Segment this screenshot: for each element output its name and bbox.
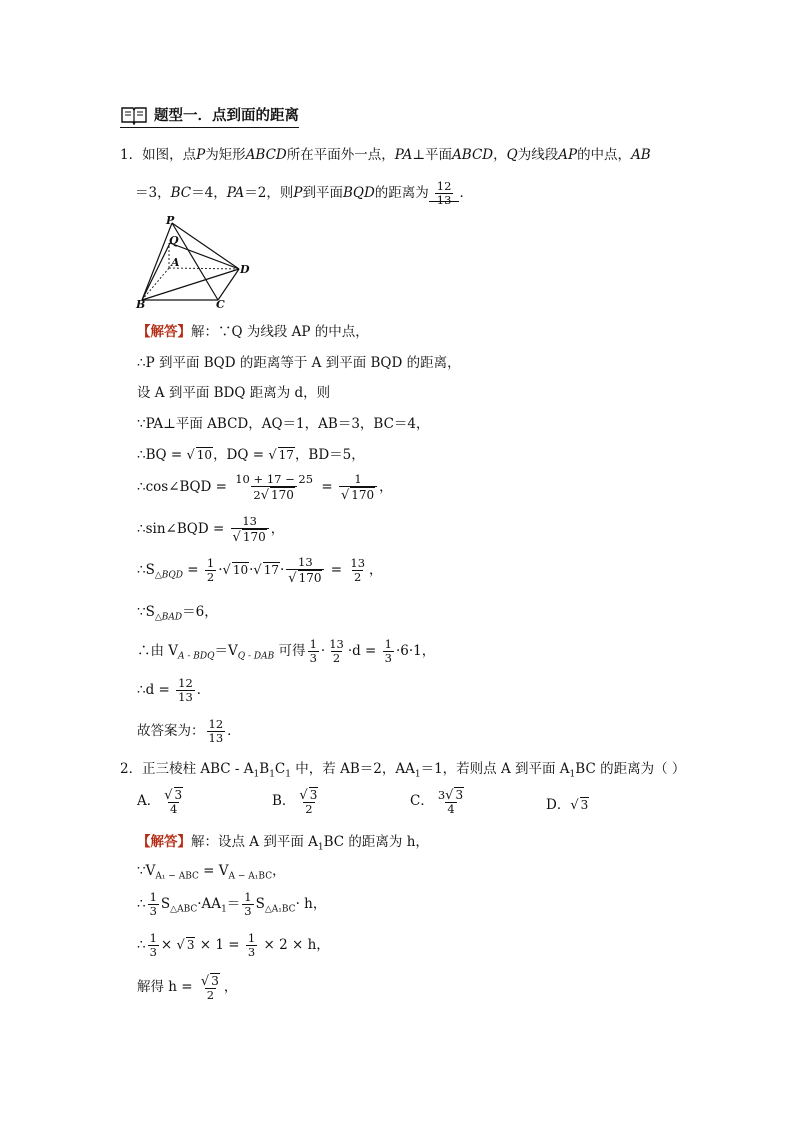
q1-var: PA (226, 185, 245, 201)
frac-num: 3√ 3 (437, 788, 464, 803)
subscript: 1 (269, 769, 275, 780)
sol1-line12 (137, 718, 241, 745)
subscript: A − A₁BC (228, 871, 273, 882)
q2-option-d[interactable]: D．√ 3 (546, 797, 589, 813)
frac-num: 1 (206, 556, 215, 570)
sol2-text: ∵V (137, 863, 156, 879)
sol1-line3: 设 A 到平面 BDQ 距离为 d，则 (137, 385, 331, 401)
q1-answer-den: 13 (436, 193, 452, 207)
edge-PD (172, 223, 239, 269)
q1-answer-blank (429, 179, 460, 207)
solution-tag: 【解答】 (137, 324, 191, 340)
frac-den: 3 (247, 945, 256, 959)
subscript: Q - DAB (237, 651, 275, 662)
sol2-text: · h， (295, 896, 327, 912)
sqrt-value: 3 (211, 974, 219, 988)
frac-num: 1 (149, 890, 157, 904)
sol1-line5: ∴BQ = √ 10，DQ = √ 17，BD＝5， (137, 447, 365, 463)
sol1-text: ， (270, 521, 285, 537)
fraction (242, 891, 253, 918)
q1-var: ABCD (452, 147, 494, 163)
frac-den: √ 170 (339, 486, 377, 502)
q1-text: 如图，点 (142, 147, 197, 163)
sqrt-value: 10 (232, 563, 249, 577)
frac-num: √ 3 (299, 788, 318, 803)
fraction (176, 677, 195, 704)
section-title: 题型一．点到面的距离 (154, 108, 299, 124)
sol2-text: S (255, 896, 265, 912)
sol2-text: 解：设点 A 到平面 A (191, 834, 318, 850)
q1-answer-num: 12 (436, 179, 452, 193)
frac-num: 1 (247, 931, 256, 945)
subscript: △BAD (154, 612, 183, 623)
coef: 3 (437, 788, 446, 802)
sol1-text: ∵S (137, 604, 155, 620)
label-C: C (216, 298, 225, 310)
fraction (205, 557, 216, 584)
sol1-line4: ∵PA⊥平面 ABCD，AQ＝1，AB＝3，BC＝4， (137, 416, 430, 432)
sol1-text: ． (227, 723, 241, 739)
q1-var: AB (631, 147, 651, 163)
frac-den: 13 (178, 690, 193, 704)
solution-tag: 【解答】 (137, 834, 191, 850)
label-D: D (240, 263, 250, 276)
sol1-text: = (182, 562, 203, 578)
subscript: 1 (414, 769, 421, 780)
sol1-line6 (137, 473, 393, 502)
subscript: △ABC (170, 904, 198, 915)
sqrt-value: 10 (196, 448, 213, 462)
fraction (308, 638, 319, 665)
frac-num: 12 (208, 717, 224, 731)
option-label: A． (137, 793, 161, 809)
q1-var: BC (170, 185, 192, 201)
fraction (207, 718, 226, 745)
q1-text: 为矩形 (205, 147, 246, 163)
pyramid-figure (134, 214, 254, 310)
sol2-text: ∴ (137, 896, 146, 912)
frac-den: 4 (170, 802, 178, 816)
sol1-text: 可得 (274, 643, 306, 659)
q1-var: Q (506, 147, 518, 163)
fraction (383, 638, 394, 665)
sol2-text: × 1 = (195, 937, 244, 953)
sqrt-value: 3 (174, 788, 183, 802)
sol2-line4: ∴ $\frac{1}{3}$ × √ 3 × 1 = $\frac{1}{3}$ × 2 × h， (137, 931, 330, 959)
frac-num: 1 (309, 637, 317, 651)
q2-option-b[interactable] (272, 787, 322, 816)
frac-den: 2 (206, 570, 215, 584)
sol2-text: ·AA (197, 896, 222, 912)
sol1-text: ∴S (137, 562, 155, 578)
edge-PB (142, 223, 172, 300)
frac-num: 10 + 17 − 25 (235, 472, 314, 486)
subscript: 1 (285, 769, 291, 780)
fraction (148, 932, 159, 959)
sol1-text: ∴由 V (137, 643, 179, 659)
sol1-line11 (137, 677, 210, 704)
edge-CD (218, 269, 239, 300)
frac-den: 3 (149, 904, 157, 918)
sol1-line1 (137, 323, 369, 341)
q2-text: C (274, 761, 286, 777)
frac-num: 1 (354, 472, 362, 486)
fraction (348, 557, 367, 584)
sqrt-value: 17 (278, 448, 294, 462)
sol1-text: ， (379, 479, 393, 495)
q2-line1 (120, 760, 685, 784)
frac-num: 1 (244, 890, 252, 904)
subscript: A₁ − ABC (155, 871, 199, 882)
frac-num: 13 (350, 556, 366, 570)
book-icon (120, 105, 148, 125)
edge-QD (170, 243, 239, 269)
edge-BD (142, 269, 239, 300)
sol1-text: ∴cos∠BQD = (137, 479, 232, 495)
q1-var: P (196, 147, 206, 163)
option-label: B． (272, 793, 296, 809)
frac-den: 3 (309, 651, 317, 665)
q1-text: ． (459, 185, 473, 201)
sol2-line1 (137, 833, 429, 857)
fraction (233, 473, 315, 502)
frac-num: 1 (149, 931, 157, 945)
label-A: A (171, 256, 180, 269)
q1-line2 (135, 180, 473, 207)
sol1-text: = (317, 479, 337, 495)
option-label: D． (546, 797, 571, 813)
frac-den-coef: 2 (253, 488, 261, 502)
sol1-line8: $\therefore S_{\triangle BQD}$ = $\frac{1}{2}$ ·√ 10·√ 17· $\frac{13}{√ 170}$ = $\frac{13}{2}$ ， (137, 555, 383, 586)
label-B: B (136, 298, 146, 310)
sol2-text: × 2 × h， (259, 937, 330, 953)
q2-text: B (259, 761, 270, 777)
q1-var: AP (558, 147, 578, 163)
sol1-text: ，DQ = (213, 447, 269, 463)
frac-num: 1 (384, 637, 392, 651)
q1-text: ＝3， (135, 185, 171, 201)
sol1-text: ． (196, 682, 211, 698)
sol2-text: ∴ (137, 937, 146, 953)
frac-den: 2 (332, 651, 341, 665)
sol1-text: 故答案为： (137, 723, 205, 739)
frac-den: √ 170 (231, 528, 269, 544)
subscript: 1 (317, 842, 324, 853)
q2-text: 正三棱柱 ABC - A (142, 761, 254, 777)
q1-var: ABCD (245, 147, 287, 163)
q1-text: ＝2，则 (244, 185, 294, 201)
frac-den: 3 (384, 651, 392, 665)
sqrt-value: 170 (270, 488, 294, 502)
sol2-text: ＝ (226, 896, 241, 912)
fraction (148, 891, 159, 918)
sol1-text: 解：∵Q 为线段 AP 的中点， (191, 324, 369, 340)
label-P: P (166, 214, 175, 227)
fraction (436, 787, 466, 816)
q1-text: ⊥平面 (412, 147, 453, 163)
label-Q: Q (169, 234, 179, 247)
q1-var: PA (394, 147, 413, 163)
q1-text: 所在平面外一点， (286, 147, 395, 163)
sol1-line2: ∴P 到平面 BQD 的距离等于 A 到平面 BQD 的距离， (137, 355, 461, 371)
sol1-text: ，BD＝5， (294, 447, 365, 463)
sol1-line9 (137, 603, 218, 627)
frac-den: 2 (305, 802, 313, 816)
sol2-text: BC 的距离为 h， (323, 834, 429, 850)
subscript: A - BDQ (178, 651, 215, 662)
sol2-text: S (160, 896, 171, 912)
q1-text: ＝4， (191, 185, 227, 201)
sol2-text: ， (223, 979, 238, 995)
sqrt-value: 17 (263, 563, 279, 577)
subscript: 1 (253, 769, 260, 780)
frac-den: 2 (354, 570, 362, 584)
fraction (231, 515, 269, 544)
sqrt-value: 170 (298, 571, 322, 585)
sol1-text: ∴d = (137, 682, 175, 698)
frac-den: 2 (206, 988, 215, 1002)
frac-den: 3 (149, 945, 157, 959)
fraction (327, 638, 346, 665)
q1-text: 的距离为 (374, 185, 429, 201)
q1-text: 到平面 (302, 185, 343, 201)
frac-den: 13 (208, 731, 224, 745)
frac-num: 13 (298, 555, 313, 569)
q1-var: BQD (342, 185, 375, 201)
q1-text: ， (493, 147, 507, 163)
frac-num: √ 3 (200, 974, 219, 989)
q1-number: 1． (120, 147, 143, 163)
q2-text: ＝1，若则点 A 到平面 A (420, 761, 570, 777)
subscript: △A₁BC (264, 904, 296, 915)
q2-text: 中，若 AB＝2，AA (291, 761, 415, 777)
q1-text: 的中点， (577, 147, 632, 163)
sqrt-value: 170 (242, 530, 266, 544)
sol2-text: 解得 h = (137, 979, 197, 995)
sol1-line10: ∴由 $V_{A - BDQ}=V_{Q - DAB}$ 可得 $\frac{1}{3}$ · $\frac{13}{2}$ ·d = $\frac{1}{3}$ ·6·1， (137, 637, 436, 665)
sol1-line7 (137, 515, 284, 544)
sqrt-value: 3 (309, 788, 318, 802)
fraction (199, 973, 222, 1002)
subscript: 1 (569, 769, 576, 780)
fraction (297, 787, 320, 816)
frac-num: √ 3 (164, 788, 183, 803)
sol1-text: ∴BQ = (137, 447, 187, 463)
q1-var: P (293, 185, 303, 201)
sol1-text: ·d = (347, 643, 381, 659)
sqrt-value: 3 (455, 788, 464, 802)
sqrt-value: 170 (351, 488, 375, 502)
q2-option-a[interactable] (137, 787, 187, 816)
sqrt-value: 3 (186, 938, 195, 952)
sol2-text: = V (198, 863, 229, 879)
sol2-line5 (137, 973, 237, 1002)
q1-text: 为线段 (517, 147, 559, 163)
q1-line1 (120, 146, 651, 164)
frac-den: 3 (244, 904, 252, 918)
sqrt-value: 3 (580, 798, 589, 812)
sol1-text: ∴sin∠BQD = (137, 521, 229, 537)
fraction (286, 556, 324, 585)
sol1-text: ， (369, 562, 383, 578)
frac-den: √ 170 (286, 569, 324, 585)
subscript: 1 (221, 904, 227, 915)
option-label: C． (410, 793, 434, 809)
frac-den: 4 (447, 802, 455, 816)
sol1-text: ·6·1， (395, 643, 436, 659)
frac-num: 12 (178, 676, 193, 690)
q2-option-c[interactable] (410, 787, 468, 816)
q2-number: 2． (120, 761, 143, 777)
sol2-text: ， (272, 863, 286, 879)
subscript: △BQD (154, 570, 183, 581)
frac-num: 13 (329, 637, 344, 651)
fraction (339, 473, 377, 502)
sol1-text: ＝6， (182, 604, 218, 620)
sol2-text: × (160, 937, 177, 953)
fraction (246, 932, 257, 959)
frac-den: 2√ 170 (251, 486, 297, 502)
section-header (120, 104, 299, 128)
sol1-text: ＝V (214, 643, 238, 659)
sol2-line2 (137, 862, 286, 886)
frac-num: 13 (242, 514, 257, 528)
fraction (162, 787, 185, 816)
sol2-line3 (137, 891, 326, 919)
q2-text: BC 的距离为（ ） (575, 761, 686, 777)
